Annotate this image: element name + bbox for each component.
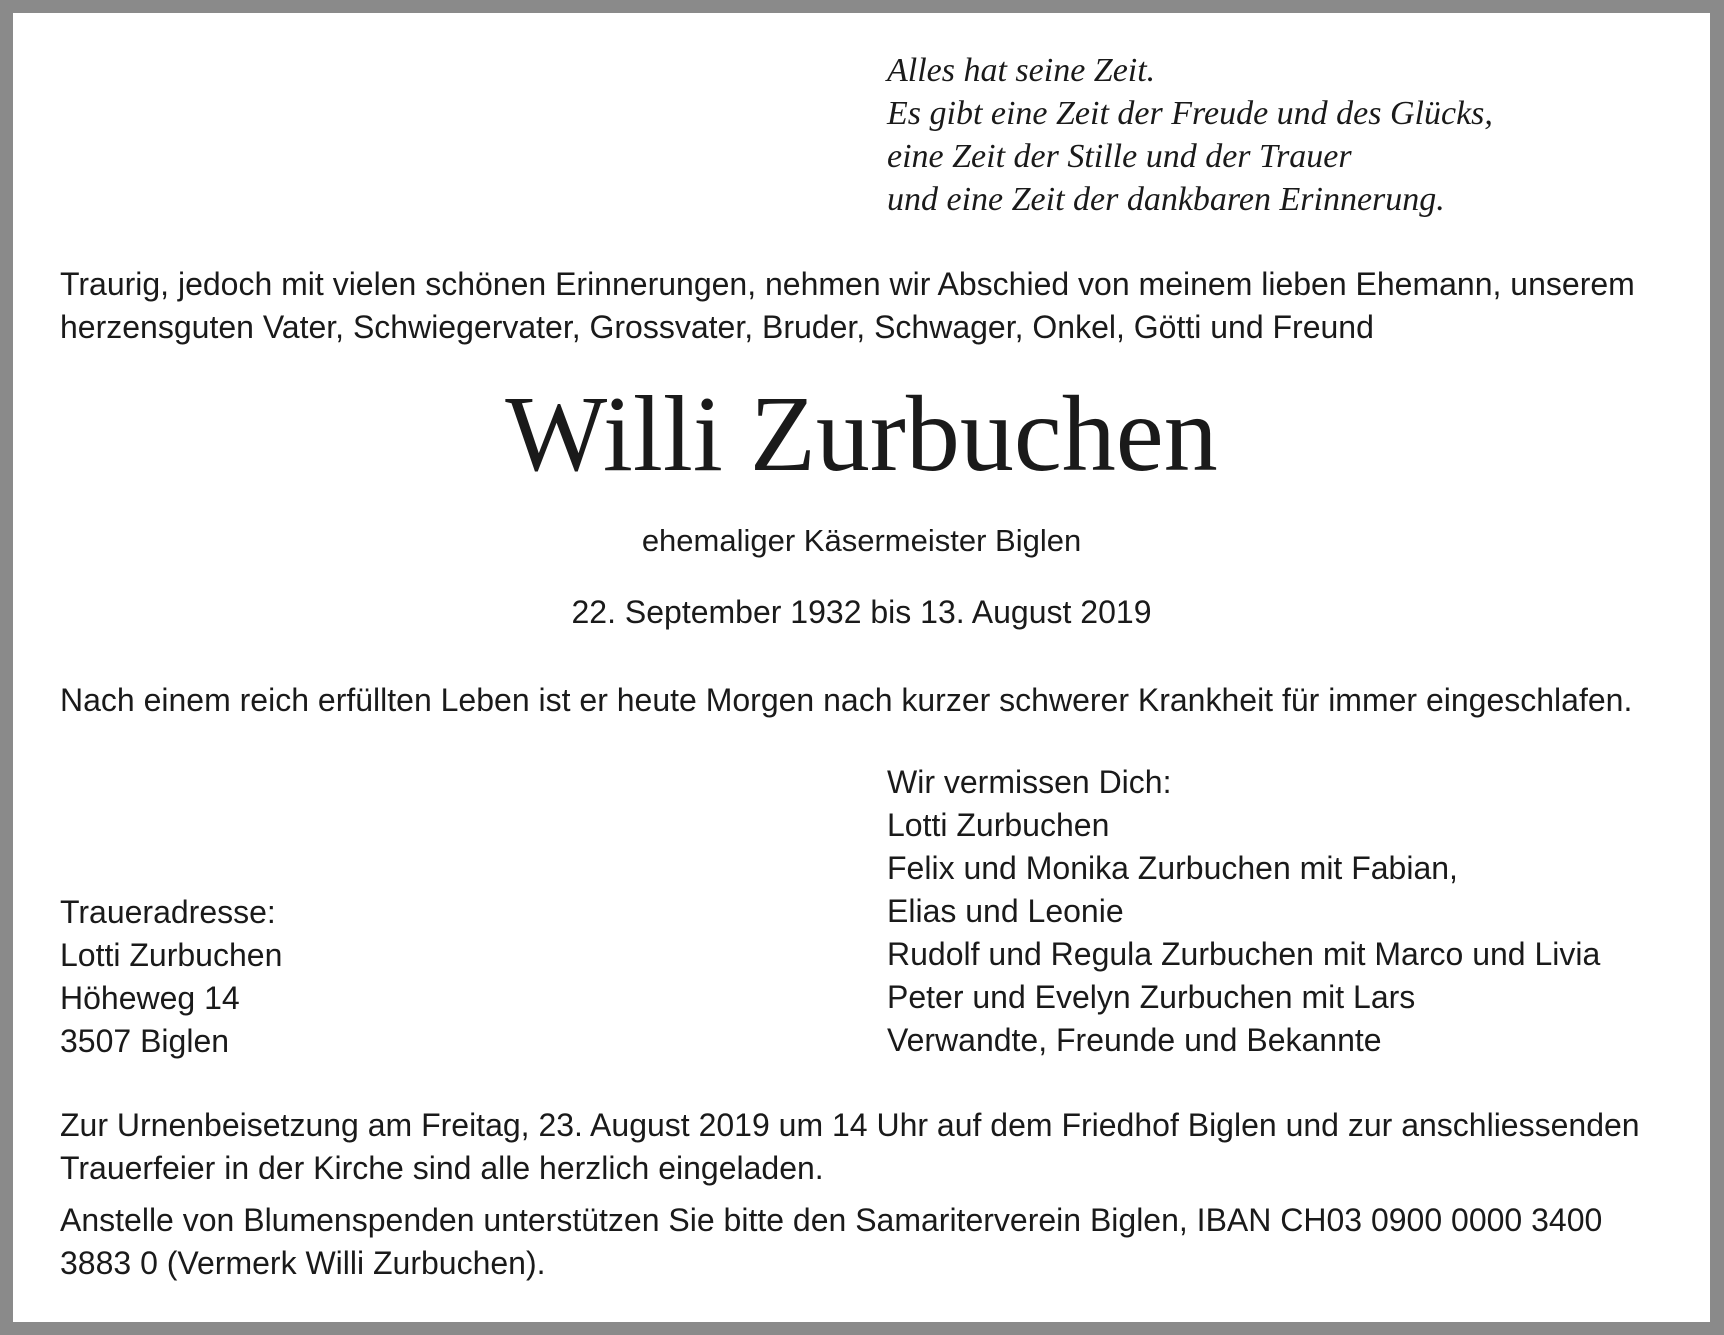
mourner-line: Elias und Leonie: [887, 893, 1124, 929]
address-line: Lotti Zurbuchen: [60, 937, 283, 973]
mourner-line: Verwandte, Freunde und Bekannte: [887, 1022, 1382, 1058]
intro-line: Traurig, jedoch mit vielen schönen Erinnerungen, nehmen wir Abschied von meinem lieben Ehemann, unserem: [60, 266, 1635, 302]
address-line: 3507 Biglen: [60, 1023, 230, 1059]
poem-quote: [887, 49, 1493, 221]
life-dates: 22. September 1932 bis 13. August 2019: [571, 594, 1152, 630]
ceremony-paragraph: [60, 1104, 1680, 1190]
poem-line: Es gibt eine Zeit der Freude und des Glücks,: [887, 95, 1493, 132]
address-line: Höheweg 14: [60, 980, 240, 1016]
obituary-notice: [13, 13, 1710, 1322]
donation-paragraph: [60, 1199, 1680, 1285]
poem-line: eine Zeit der Stille und der Trauer: [887, 138, 1352, 175]
intro-line: herzensguten Vater, Schwiegervater, Grossvater, Bruder, Schwager, Onkel, Götti und Freund: [60, 309, 1374, 345]
deceased-name: Willi Zurbuchen: [505, 375, 1218, 494]
mourner-line: Lotti Zurbuchen: [887, 807, 1110, 843]
deceased-occupation: ehemaliger Käsermeister Biglen: [641, 523, 1082, 558]
poem-line: und eine Zeit der dankbaren Erinnerung.: [887, 181, 1445, 218]
donation-line: 3883 0 (Vermerk Willi Zurbuchen).: [60, 1245, 546, 1281]
mourning-address: [60, 891, 282, 1063]
mourners-list: [887, 761, 1600, 1062]
mourner-line: Felix und Monika Zurbuchen mit Fabian,: [887, 850, 1458, 886]
intro-paragraph: [60, 263, 1680, 349]
mourners-heading: Wir vermissen Dich:: [887, 764, 1172, 800]
address-heading: Traueradresse:: [60, 894, 276, 930]
mourner-line: Rudolf und Regula Zurbuchen mit Marco und Livia: [887, 936, 1601, 972]
passing-paragraph: Nach einem reich erfüllten Leben ist er heute Morgen nach kurzer schwerer Krankheit für immer eingeschlafen.: [60, 682, 1633, 718]
poem-line: Alles hat seine Zeit.: [887, 52, 1156, 89]
donation-line: Anstelle von Blumenspenden unterstützen Sie bitte den Samariterverein Biglen, IBAN CH03 0900 0000 3400: [60, 1202, 1603, 1238]
ceremony-line: Trauerfeier in der Kirche sind alle herzlich eingeladen.: [60, 1150, 824, 1186]
ceremony-line: Zur Urnenbeisetzung am Freitag, 23. August 2019 um 14 Uhr auf dem Friedhof Biglen und zur anschliessenden: [60, 1107, 1640, 1143]
mourner-line: Peter und Evelyn Zurbuchen mit Lars: [887, 979, 1416, 1015]
